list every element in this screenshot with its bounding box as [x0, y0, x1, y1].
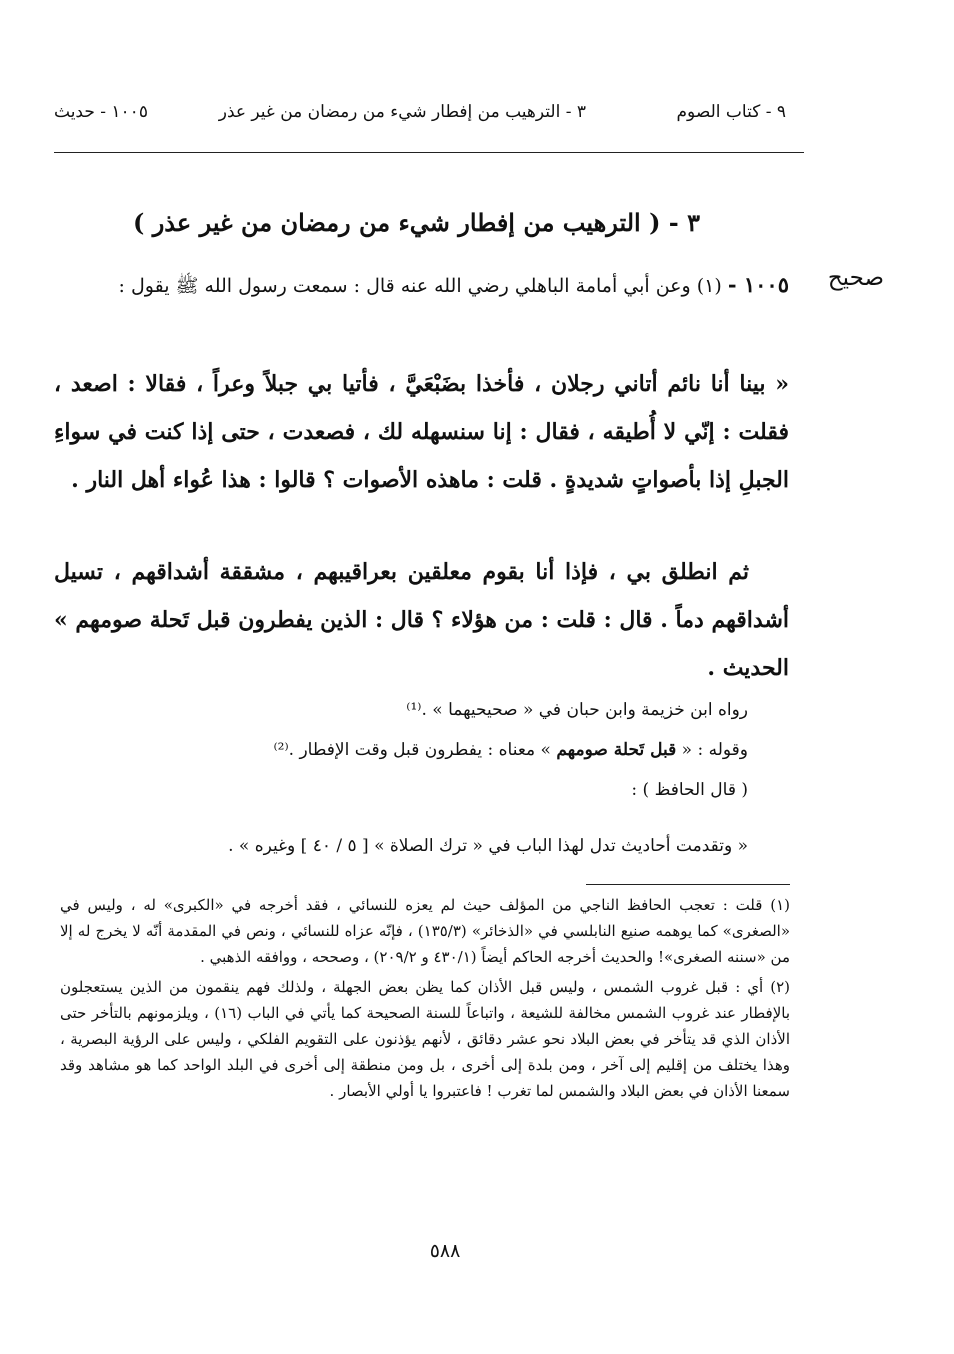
running-header — [54, 100, 786, 130]
page-number: ٥٨٨ — [429, 1240, 461, 1262]
footnotes — [60, 892, 790, 1106]
meaning-note-post: » معناه : يفطرون قبل وقت الإفطار .⁽²⁾ — [273, 740, 557, 760]
footnote-2: (٢) أي : قبل غروب الشمس ، وليس قبل الأذان كما يظن بعض الجهلة ، ولذلك فهم ينقمون من الذين يستعجلون بالإفطار عند غروب الشمس مخالفة للشيعة ، واتباعاً للسنة الصحيحة كما يأتي في الباب (١٦) ، ويلزمونهم بالتأخر حتى الأذان الذي قد يتأخر في بعض البلاد نحو عشر دقائق ، لأنهم يؤذنون على التقويم الفلكي ، وليس على الرؤية البصرية ، وهذا يختلف من إقليم إلى آخر ، ومن بلدة إلى أخرى ، بل ومن منطقة إلى أخرى في البلد الواحد كما هو مشاهد وقد سمعنا الأذان في بعض البلاد والشمس لما تغرب ! فاعتبروا يا أولي الأبصار . — [60, 978, 790, 1100]
footnote-1: (١) قلت : تعجب الحافظ الناجي من المؤلف حيث لم يعزه للنسائي ، فقد أخرجه في «الكبرى» له ، وليس في «الصغرى» كما يوهمه صنيع النابلسي في «الذخائر» (١٣٥/٣) ، فإنّه عزاه للنسائي ، ونص في المقدمة أنّه لا يخرج له إلا من «سننه الصغرى»! والحديث أخرجه الحاكم أيضاً (٤٣٠/١ و ٢٠٩/٢) ، وصححه ، ووافقه الذهبي . — [60, 896, 790, 966]
footnote-divider — [586, 884, 790, 885]
header-hadith-number: ١٠٠٥ - حديث — [54, 102, 148, 122]
hadith-intro — [54, 264, 789, 307]
meaning-note — [140, 730, 748, 770]
hafiz-note-heading: ( قال الحافظ ) : — [631, 780, 748, 800]
header-chapter-title: ٣ - الترهيب من إفطار شيء من رمضان من غير عذر — [218, 102, 586, 122]
meaning-note-term: قبل تَحلة صومهم — [556, 740, 677, 760]
hadith-text-paragraph-1: « بينا أنا نائم أتاني رجلان ، فأخذا بضَبْعَيَّ ، فأتيا بي جبلاً وعراً ، فقالا : اصعد ، فقلت : إنّي لا أُطيقه ، فقال : إنا سنسهله لك ، فصعدت ، حتى إذا كنت في سواءِ الجبلِ إذا بأصواتٍ شديدةٍ . قلت : ماهذه الأصوات ؟ قالوا : هذا عُواء أهل النار . — [54, 371, 789, 493]
header-divider — [54, 152, 804, 153]
header-book-title: ٩ - كتاب الصوم — [676, 102, 786, 122]
hadith-text-paragraph-2: ثم انطلق بي ، فإذا أنا بقوم معلقين بعراقيبهم ، مشققة أشداقهم ، تسيل أشداقهم دماً . قال : قلت : من هؤلاء ؟ قال : الذين يفطرون قبل تَحلة صومهم » الحديث . — [54, 559, 789, 681]
hadith-chain: (١) وعن أبي أمامة الباهلي رضي الله عنه قال : سمعت رسول الله ﷺ يقول : — [118, 275, 722, 297]
meaning-note-pre: وقوله : « — [676, 740, 748, 760]
hadith-number: ١٠٠٥ - — [727, 272, 789, 297]
takhrij-note: رواه ابن خزيمة وابن حبان في « صحيحيهما » .⁽¹⁾ — [406, 700, 748, 720]
closing-note: « وتقدمت أحاديث تدل لهذا الباب في « ترك الصلاة » [ ٥ / ٤٠ ] وغيره » . — [228, 836, 748, 856]
hadith-notes — [140, 690, 748, 810]
hadith-grade: صحيح — [827, 265, 884, 291]
chapter-heading: ٣ - ( الترهيب من إفطار شيء من رمضان من غير عذر ) — [133, 208, 700, 237]
